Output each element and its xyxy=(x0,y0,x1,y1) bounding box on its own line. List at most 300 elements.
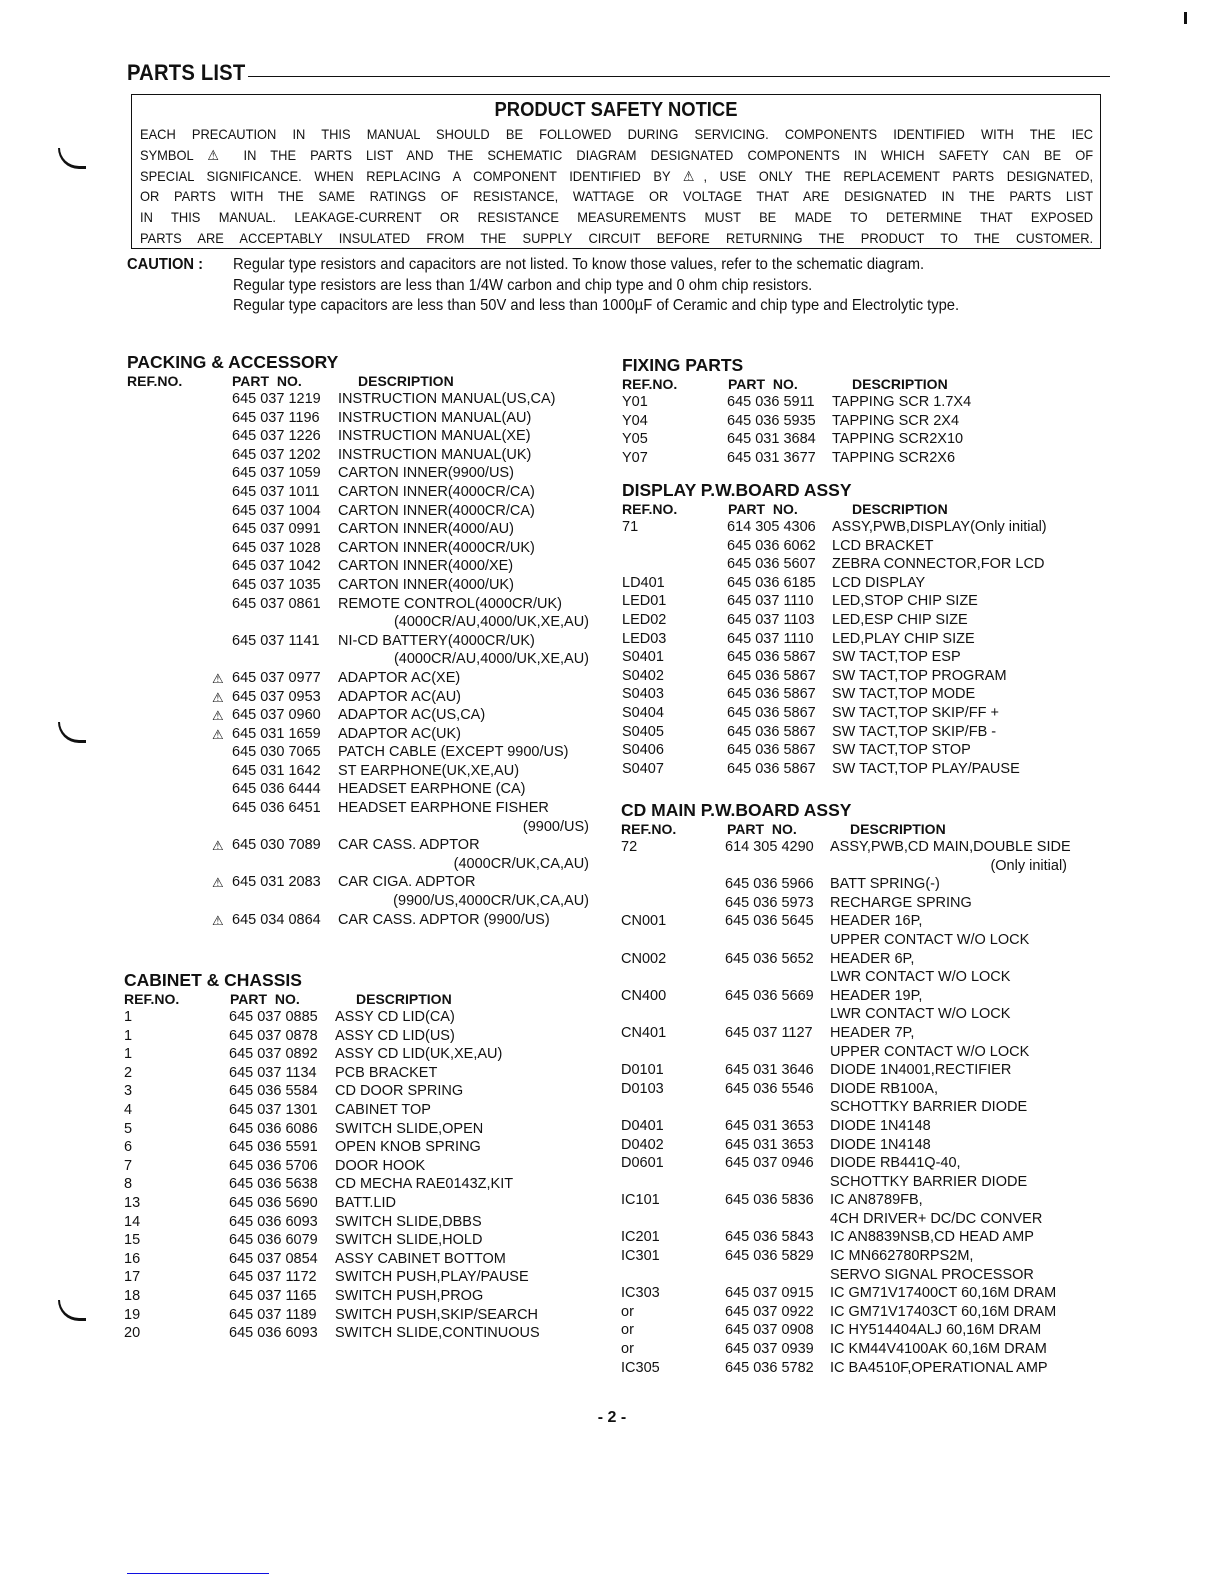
description: SWITCH SLIDE,OPEN xyxy=(335,1120,484,1137)
part-number: 645 037 1165 xyxy=(229,1287,317,1304)
description: IC MN662780RPS2M, xyxy=(830,1248,974,1265)
description: SW TACT,TOP ESP xyxy=(832,649,961,666)
description: RECHARGE SPRING xyxy=(830,894,972,911)
part-number: 645 037 0922 xyxy=(725,1303,814,1320)
column-header-part: PART NO. xyxy=(728,376,798,392)
ref-number: 14 xyxy=(124,1213,141,1230)
description-continued: (Only initial) xyxy=(990,857,1067,874)
table-row xyxy=(127,577,597,596)
part-number: 645 036 5973 xyxy=(725,894,814,911)
description: HEADER 16P, xyxy=(830,913,923,930)
description: ASSY CD LID(US) xyxy=(335,1027,455,1044)
punch-hole-mark xyxy=(58,1300,86,1321)
description: DIODE 1N4001,RECTIFIER xyxy=(830,1062,1012,1079)
part-number: 645 037 0854 xyxy=(229,1250,318,1267)
table-row xyxy=(124,1214,594,1233)
description: SW TACT,TOP SKIP/FF + xyxy=(832,704,999,721)
notice-body xyxy=(140,124,1093,249)
table-row xyxy=(124,1158,594,1177)
table-row xyxy=(621,1341,1091,1360)
part-number: 645 036 5669 xyxy=(725,987,814,1004)
part-number: 645 036 5911 xyxy=(727,394,815,410)
description: REMOTE CONTROL(4000CR/UK) xyxy=(338,595,562,612)
ref-number: 19 xyxy=(124,1306,141,1323)
part-number: 645 037 1134 xyxy=(229,1064,317,1081)
description: SWITCH PUSH,PROG xyxy=(335,1287,484,1304)
description-continued: LWR CONTACT W/O LOCK xyxy=(830,1006,1011,1023)
table-row xyxy=(622,742,1092,761)
description-continued: 4CH DRIVER+ DC/DC CONVER xyxy=(830,1210,1043,1227)
table-row-continuation xyxy=(127,819,597,838)
product-safety-notice xyxy=(131,94,1101,249)
table-row xyxy=(124,1288,594,1307)
description: LCD BRACKET xyxy=(832,537,934,554)
description: ADAPTOR AC(UK) xyxy=(338,725,462,742)
part-number: 645 037 0991 xyxy=(232,521,321,538)
table-row xyxy=(621,913,1091,932)
part-number: 645 036 6093 xyxy=(229,1325,318,1342)
part-number: 645 031 2083 xyxy=(232,874,321,891)
table-row xyxy=(124,1028,594,1047)
link-underline[interactable] xyxy=(127,1573,269,1574)
table-row xyxy=(622,394,1092,413)
table-row xyxy=(622,593,1092,612)
ref-number: S0406 xyxy=(622,742,664,759)
description: CARTON INNER(4000/UK) xyxy=(338,576,514,593)
description: TAPPING SCR 2X4 xyxy=(832,412,960,429)
section-display-pwb xyxy=(622,480,1092,779)
table-row xyxy=(621,876,1091,895)
part-number: 645 037 1110 xyxy=(727,630,814,647)
part-number: 645 036 6444 xyxy=(232,781,321,798)
part-number: 645 036 5867 xyxy=(727,723,816,740)
safety-warning-icon: ⚠ xyxy=(212,689,224,705)
description: SW TACT,TOP PROGRAM xyxy=(832,667,1007,684)
ref-number: CN002 xyxy=(621,950,667,967)
table-row-continuation xyxy=(127,893,597,912)
ref-number: or xyxy=(621,1303,634,1320)
part-number: 645 036 5829 xyxy=(725,1248,814,1265)
table-row-continuation xyxy=(127,614,597,633)
table-row xyxy=(127,521,597,540)
column-header-desc: DESCRIPTION xyxy=(358,373,454,389)
part-number: 645 036 5867 xyxy=(727,760,816,777)
part-number: 645 037 1004 xyxy=(232,502,321,519)
description: IC BA4510F,OPERATIONAL AMP xyxy=(830,1359,1048,1376)
part-number: 645 037 1219 xyxy=(232,391,321,407)
description: NI-CD BATTERY(4000CR/UK) xyxy=(338,632,535,649)
description: IC GM71V17403CT 60,16M DRAM xyxy=(830,1303,1057,1320)
table-row xyxy=(127,744,597,763)
table-row xyxy=(621,1322,1091,1341)
description: INSTRUCTION MANUAL(UK) xyxy=(338,446,532,463)
table-row xyxy=(621,1285,1091,1304)
column-header-desc: DESCRIPTION xyxy=(852,376,948,392)
description: ASSY CABINET BOTTOM xyxy=(335,1250,506,1267)
ref-number: 4 xyxy=(124,1101,133,1118)
description: ADAPTOR AC(US,CA) xyxy=(338,707,486,724)
description: CARTON INNER(4000CR/UK) xyxy=(338,539,535,556)
ref-number: D0103 xyxy=(621,1080,664,1097)
column-header-row xyxy=(124,991,594,1009)
table-row xyxy=(621,1062,1091,1081)
table-row-continuation xyxy=(621,932,1091,951)
ref-number: 5 xyxy=(124,1120,133,1137)
table-row xyxy=(621,1118,1091,1137)
description: HEADER 7P, xyxy=(830,1024,915,1041)
part-number: 645 036 5867 xyxy=(727,742,816,759)
description: ASSY CD LID(CA) xyxy=(335,1009,455,1025)
description-continued: (9900/US) xyxy=(522,818,589,835)
section-cabinet-chassis xyxy=(124,970,594,1344)
notice-title: PRODUCT SAFETY NOTICE xyxy=(494,99,738,121)
part-number: 645 031 3653 xyxy=(725,1136,814,1153)
part-number: 645 036 6093 xyxy=(229,1213,318,1230)
scan-mark xyxy=(1184,12,1187,24)
ref-number: CN401 xyxy=(621,1024,667,1041)
description-continued: SCHOTTKY BARRIER DIODE xyxy=(830,1173,1028,1190)
part-number: 645 037 1196 xyxy=(232,409,320,426)
table-row xyxy=(127,912,597,931)
column-header-desc: DESCRIPTION xyxy=(850,821,946,837)
table-row-continuation xyxy=(621,969,1091,988)
part-number: 645 036 5546 xyxy=(725,1080,814,1097)
description: IC HY514404ALJ 60,16M DRAM xyxy=(830,1322,1042,1339)
column-header-part: PART NO. xyxy=(232,373,302,389)
table-row-continuation xyxy=(127,651,597,670)
caution-line: Regular type resistors are less than 1/4W carbon and chip type and 0 ohm chip resistors. xyxy=(233,276,813,294)
table-row xyxy=(124,1009,594,1028)
description: CARTON INNER(4000/AU) xyxy=(338,521,514,538)
ref-number: S0404 xyxy=(622,704,664,721)
column-header-row xyxy=(621,821,1091,839)
part-number: 645 031 3646 xyxy=(725,1062,814,1079)
table-row xyxy=(622,431,1092,450)
part-number: 645 036 5690 xyxy=(229,1194,318,1211)
ref-number: 18 xyxy=(124,1287,141,1304)
part-number: 645 037 1110 xyxy=(727,593,814,610)
column-header-ref: REF.NO. xyxy=(622,376,678,392)
description: LED,ESP CHIP SIZE xyxy=(832,611,968,628)
table-row xyxy=(621,839,1091,858)
ref-number: LED03 xyxy=(622,630,667,647)
page-title: PARTS LIST xyxy=(127,60,246,85)
ref-number: Y07 xyxy=(622,449,648,466)
part-number: 645 036 5843 xyxy=(725,1229,814,1246)
part-number: 645 037 0977 xyxy=(232,669,321,686)
part-number: 645 037 0953 xyxy=(232,688,321,705)
table-row-continuation xyxy=(621,1267,1091,1286)
description-continued: (9900/US,4000CR/UK,CA,AU) xyxy=(393,893,589,910)
table-row xyxy=(124,1176,594,1195)
part-number: 645 037 0892 xyxy=(229,1046,318,1063)
table-row xyxy=(621,1192,1091,1211)
description: SW TACT,TOP PLAY/PAUSE xyxy=(832,760,1020,777)
table-row xyxy=(124,1139,594,1158)
notice-line: SYMBOL ⚠ IN THE PARTS LIST AND THE SCHEMATIC DIAGRAM DESIGNATED COMPONENTS IN WHICH SAFETY CAN BE OF xyxy=(140,146,1094,163)
ref-number: D0402 xyxy=(621,1136,664,1153)
safety-warning-icon: ⚠ xyxy=(212,875,224,891)
part-number: 645 037 1172 xyxy=(229,1269,317,1286)
part-number: 645 037 0908 xyxy=(725,1322,814,1339)
table-row xyxy=(124,1195,594,1214)
ref-number: 17 xyxy=(124,1269,141,1286)
description: HEADER 19P, xyxy=(830,987,923,1004)
description: ZEBRA CONNECTOR,FOR LCD xyxy=(832,556,1045,573)
description: ADAPTOR AC(AU) xyxy=(338,688,462,705)
part-number: 645 030 7065 xyxy=(232,744,321,761)
table-row-continuation xyxy=(621,1006,1091,1025)
safety-warning-icon: ⚠ xyxy=(212,708,224,724)
page-number: - 2 - xyxy=(597,1409,627,1426)
page-header xyxy=(127,58,1110,88)
table-row-continuation xyxy=(127,856,597,875)
safety-warning-icon: ⚠ xyxy=(212,726,224,742)
part-number: 645 037 0861 xyxy=(232,595,321,612)
ref-number: D0601 xyxy=(621,1155,664,1172)
column-header-desc: DESCRIPTION xyxy=(356,991,452,1007)
ref-number: LED02 xyxy=(622,611,667,628)
table-row xyxy=(127,410,597,429)
table-row xyxy=(124,1102,594,1121)
ref-number: D0101 xyxy=(621,1062,664,1079)
ref-number: S0403 xyxy=(622,686,664,703)
part-number: 645 036 6086 xyxy=(229,1120,318,1137)
description: SW TACT,TOP SKIP/FB - xyxy=(832,723,997,740)
column-header-ref: REF.NO. xyxy=(621,821,677,837)
part-number: 645 036 5584 xyxy=(229,1083,318,1100)
table-row xyxy=(127,484,597,503)
description-continued: (4000CR/AU,4000/UK,XE,AU) xyxy=(393,614,589,631)
description: DIODE 1N4148 xyxy=(830,1136,931,1153)
safety-warning-icon: ⚠ xyxy=(212,838,224,854)
description-continued: UPPER CONTACT W/O LOCK xyxy=(830,931,1030,948)
ref-number: S0402 xyxy=(622,667,664,684)
description: CARTON INNER(9900/US) xyxy=(338,465,514,482)
section-fixing-parts xyxy=(622,355,1092,468)
table-row xyxy=(622,575,1092,594)
column-header-desc: DESCRIPTION xyxy=(852,501,948,517)
table-row xyxy=(127,726,597,745)
table-row xyxy=(622,519,1092,538)
ref-number: IC303 xyxy=(621,1285,660,1302)
description: CAR CASS. ADPTOR (9900/US) xyxy=(338,911,550,928)
part-number: 645 036 5706 xyxy=(229,1157,318,1174)
table-row xyxy=(622,668,1092,687)
table-row xyxy=(621,1081,1091,1100)
description: CARTON INNER(4000CR/CA) xyxy=(338,483,535,500)
table-row-continuation xyxy=(621,1044,1091,1063)
notice-line: IN THIS MANUAL. LEAKAGE-CURRENT OR RESISTANCE MEASUREMENTS MUST BE MADE TO DETERMINE THAT EXPOSED xyxy=(140,209,1094,226)
table-row xyxy=(127,558,597,577)
table-row xyxy=(127,707,597,726)
table-row xyxy=(621,1360,1091,1379)
description: LCD DISPLAY xyxy=(832,574,926,591)
table-row xyxy=(622,556,1092,575)
part-number: 645 036 5645 xyxy=(725,913,814,930)
table-row xyxy=(127,781,597,800)
description: HEADER 6P, xyxy=(830,950,915,967)
part-number: 645 036 6062 xyxy=(727,537,816,554)
part-number: 645 037 0878 xyxy=(229,1027,318,1044)
table-row xyxy=(127,837,597,856)
ref-number: 72 xyxy=(621,839,638,855)
description: ASSY,PWB,DISPLAY(Only initial) xyxy=(832,519,1047,535)
column-header-part: PART NO. xyxy=(728,501,798,517)
ref-number: 13 xyxy=(124,1194,141,1211)
part-number: 645 037 0915 xyxy=(725,1285,814,1302)
column-header-row xyxy=(622,376,1092,394)
table-row-continuation xyxy=(621,1174,1091,1193)
description: SWITCH PUSH,SKIP/SEARCH xyxy=(335,1306,539,1323)
part-number: 614 305 4290 xyxy=(725,839,814,855)
part-number: 645 031 3677 xyxy=(727,449,816,466)
description: SWITCH SLIDE,DBBS xyxy=(335,1213,482,1230)
ref-number: S0407 xyxy=(622,760,664,777)
caution-line: Regular type resistors and capacitors are not listed. To know those values, refer to the schematic diagram. xyxy=(233,256,925,273)
ref-number: 1 xyxy=(124,1009,133,1025)
caution-line: Regular type capacitors are less than 50V and less than 1000µF of Ceramic and chip type and Electrolytic type. xyxy=(233,297,960,314)
table-row xyxy=(621,895,1091,914)
table-row xyxy=(622,761,1092,780)
ref-number: Y05 xyxy=(622,431,648,448)
table-row xyxy=(622,724,1092,743)
ref-number: IC101 xyxy=(621,1192,660,1209)
part-number: 645 037 1028 xyxy=(232,539,321,556)
ref-number: 7 xyxy=(124,1157,133,1174)
table-row xyxy=(127,447,597,466)
part-number: 645 031 3653 xyxy=(725,1117,814,1134)
description: ST EARPHONE(UK,XE,AU) xyxy=(338,762,520,779)
description-continued: (4000CR/AU,4000/UK,XE,AU) xyxy=(393,651,589,668)
description: DOOR HOOK xyxy=(335,1157,426,1174)
section-title: PACKING & ACCESSORY xyxy=(127,352,339,372)
table-row xyxy=(124,1251,594,1270)
part-number: 645 036 5652 xyxy=(725,950,814,967)
table-row xyxy=(127,874,597,893)
description: PCB BRACKET xyxy=(335,1064,438,1081)
description: CABINET TOP xyxy=(335,1101,431,1118)
title-rule xyxy=(248,76,1110,77)
section-cd-main-pwb xyxy=(621,800,1091,1378)
description-continued: LWR CONTACT W/O LOCK xyxy=(830,969,1011,986)
description: LED,PLAY CHIP SIZE xyxy=(832,630,975,647)
table-row xyxy=(124,1269,594,1288)
description: CAR CASS. ADPTOR xyxy=(338,837,480,854)
section-packing-accessory xyxy=(127,352,597,930)
punch-hole-mark xyxy=(58,148,86,169)
table-row xyxy=(622,413,1092,432)
part-number: 645 037 1202 xyxy=(232,446,321,463)
description: HEADSET EARPHONE FISHER xyxy=(338,800,549,817)
table-row xyxy=(622,538,1092,557)
ref-number: LED01 xyxy=(622,593,667,610)
part-number: 645 036 5782 xyxy=(725,1359,814,1376)
caution-label: CAUTION : xyxy=(127,256,204,273)
ref-number: CN001 xyxy=(621,913,667,930)
part-number: 645 037 0885 xyxy=(229,1009,318,1025)
description: INSTRUCTION MANUAL(XE) xyxy=(338,428,531,445)
table-row xyxy=(622,686,1092,705)
column-header-part: PART NO. xyxy=(727,821,797,837)
description: IC AN8789FB, xyxy=(830,1192,923,1209)
description-continued: SCHOTTKY BARRIER DIODE xyxy=(830,1099,1028,1116)
part-number: 645 036 5966 xyxy=(725,876,814,893)
ref-number: 2 xyxy=(124,1064,133,1081)
ref-number: 71 xyxy=(622,519,639,535)
part-number: 645 036 5867 xyxy=(727,649,816,666)
description: TAPPING SCR2X6 xyxy=(832,449,956,466)
table-row xyxy=(127,465,597,484)
description: CARTON INNER(4000/XE) xyxy=(338,558,514,575)
column-header-ref: REF.NO. xyxy=(127,373,183,389)
table-row xyxy=(621,1304,1091,1323)
description: DIODE 1N4148 xyxy=(830,1117,931,1134)
part-number: 645 036 5591 xyxy=(229,1139,318,1156)
table-row-continuation xyxy=(621,1099,1091,1118)
ref-number: Y04 xyxy=(622,412,648,429)
description: DIODE RB441Q-40, xyxy=(830,1155,961,1172)
ref-number: 3 xyxy=(124,1083,133,1100)
part-number: 614 305 4306 xyxy=(727,519,816,535)
ref-number: 15 xyxy=(124,1232,141,1249)
description: CARTON INNER(4000CR/CA) xyxy=(338,502,535,519)
part-number: 645 037 1226 xyxy=(232,428,321,445)
description: DIODE RB100A, xyxy=(830,1080,938,1097)
table-row xyxy=(124,1121,594,1140)
description: SW TACT,TOP STOP xyxy=(832,742,971,759)
part-number: 645 031 1659 xyxy=(232,725,321,742)
description-continued: (4000CR/UK,CA,AU) xyxy=(453,855,589,872)
table-row xyxy=(621,1025,1091,1044)
table-row xyxy=(127,428,597,447)
column-header-row xyxy=(622,501,1092,519)
ref-number: or xyxy=(621,1322,634,1339)
table-row xyxy=(622,450,1092,469)
table-row xyxy=(621,1229,1091,1248)
description: CD DOOR SPRING xyxy=(335,1083,464,1100)
table-row xyxy=(127,670,597,689)
ref-number: Y01 xyxy=(622,394,648,410)
description: CAR CIGA. ADPTOR xyxy=(338,874,476,891)
table-row xyxy=(127,633,597,652)
description: IC GM71V17400CT 60,16M DRAM xyxy=(830,1285,1057,1302)
ref-number: 20 xyxy=(124,1325,141,1342)
part-number: 645 037 1035 xyxy=(232,576,321,593)
table-row xyxy=(622,631,1092,650)
description: LED,STOP CHIP SIZE xyxy=(832,593,978,610)
description-continued: SERVO SIGNAL PROCESSOR xyxy=(830,1266,1034,1283)
table-row xyxy=(124,1325,594,1344)
description: IC AN8839NSB,CD HEAD AMP xyxy=(830,1229,1034,1246)
part-number: 645 036 5607 xyxy=(727,556,816,573)
table-row xyxy=(621,988,1091,1007)
description: SWITCH SLIDE,CONTINUOUS xyxy=(335,1325,540,1342)
description: BATT.LID xyxy=(335,1194,396,1211)
description: INSTRUCTION MANUAL(US,CA) xyxy=(338,391,556,407)
table-row xyxy=(621,1137,1091,1156)
table-row-continuation xyxy=(621,1211,1091,1230)
table-row xyxy=(124,1232,594,1251)
table-row xyxy=(127,800,597,819)
notice-line: EACH PRECAUTION IN THIS MANUAL SHOULD BE FOLLOWED DURING SERVICING. COMPONENTS IDENTIFIED WITH THE IEC xyxy=(140,126,1094,142)
ref-number: CN400 xyxy=(621,987,667,1004)
description: OPEN KNOB SPRING xyxy=(335,1139,481,1156)
description: SWITCH PUSH,PLAY/PAUSE xyxy=(335,1269,529,1286)
description: IC KM44V4100AK 60,16M DRAM xyxy=(830,1341,1047,1358)
part-number: 645 036 5935 xyxy=(727,412,816,429)
ref-number: IC305 xyxy=(621,1359,660,1376)
